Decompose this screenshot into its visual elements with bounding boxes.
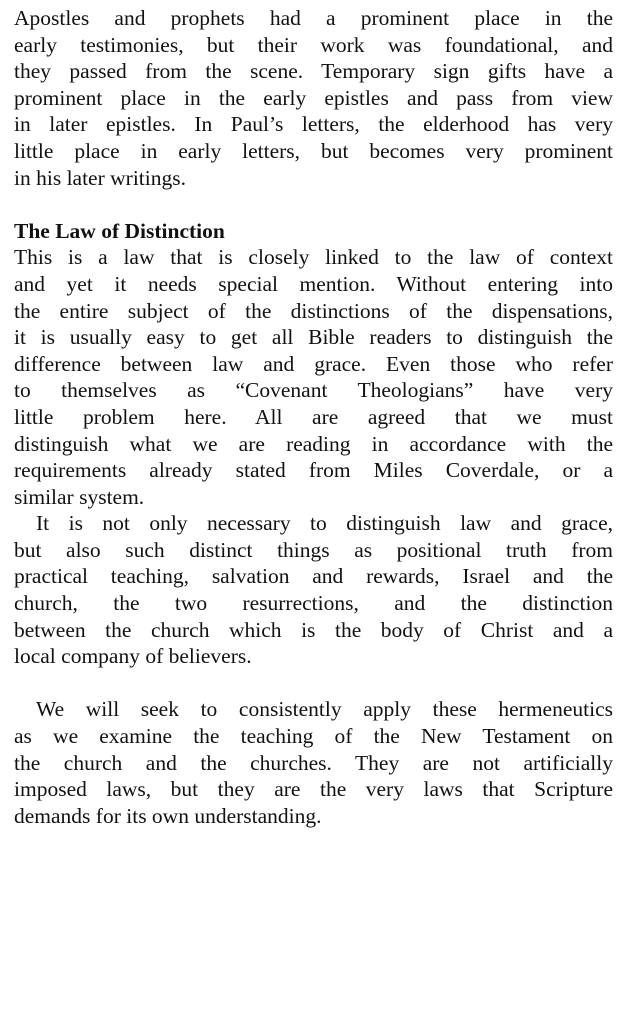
text-line: similar system. bbox=[14, 484, 145, 509]
text-line: little place in early letters, but becomes very prominent bbox=[14, 138, 613, 163]
paragraph-spacer bbox=[14, 191, 613, 218]
text-line: local company of believers. bbox=[14, 644, 252, 669]
text-line: and yet it needs special mention. Without entering into bbox=[14, 271, 613, 296]
text-line: church, the two resurrections, and the distinction bbox=[14, 591, 613, 616]
text-line: difference between law and grace. Even those who refer bbox=[14, 351, 613, 376]
text-line: imposed laws, but they are the very laws that Scripture bbox=[14, 777, 613, 802]
text-line: they passed from the scene. Temporary sign gifts have a bbox=[14, 59, 613, 84]
text-line: prominent place in the early epistles and pass from view bbox=[14, 85, 613, 110]
text-line: but also such distinct things as positional truth from bbox=[14, 537, 613, 562]
text-line: This is a law that is closely linked to the law of context bbox=[14, 245, 613, 270]
text-line: practical teaching, salvation and rewards, Israel and the bbox=[14, 564, 613, 589]
section-heading: The Law of Distinction bbox=[14, 218, 225, 243]
text-line: the church and the churches. They are not artificially bbox=[14, 750, 613, 775]
text-line: between the church which is the body of Christ and a bbox=[14, 617, 613, 642]
text-line: it is usually easy to get all Bible readers to distinguish the bbox=[14, 325, 613, 350]
text-line: Apostles and prophets had a prominent place in the bbox=[14, 6, 613, 30]
text-line: demands for its own understanding. bbox=[14, 803, 322, 828]
text-line: in later epistles. In Paul’s letters, the elderhood has very bbox=[14, 112, 613, 137]
text-line: to themselves as “Covenant Theologians” have very bbox=[14, 378, 613, 403]
text-line: in his later writings. bbox=[14, 165, 186, 190]
document-page bbox=[14, 5, 613, 829]
text-line: the entire subject of the distinctions of the dispensations, bbox=[14, 298, 613, 323]
paragraph-apostles bbox=[14, 5, 613, 191]
text-line: as we examine the teaching of the New Testament on bbox=[14, 724, 613, 749]
paragraph-spacer bbox=[14, 670, 613, 697]
text-line: It is not only necessary to distinguish law and grace, bbox=[36, 511, 613, 536]
text-line: We will seek to consistently apply these hermeneutics bbox=[36, 697, 613, 722]
paragraph-distinctions bbox=[14, 510, 613, 670]
text-line: early testimonies, but their work was foundational, and bbox=[14, 32, 613, 57]
text-line: requirements already stated from Miles Coverdale, or a bbox=[14, 458, 613, 483]
paragraph-hermeneutics bbox=[14, 696, 613, 829]
text-line: distinguish what we are reading in accordance with the bbox=[14, 431, 613, 456]
paragraph-law-intro bbox=[14, 244, 613, 510]
text-line: little problem here. All are agreed that we must bbox=[14, 404, 613, 429]
